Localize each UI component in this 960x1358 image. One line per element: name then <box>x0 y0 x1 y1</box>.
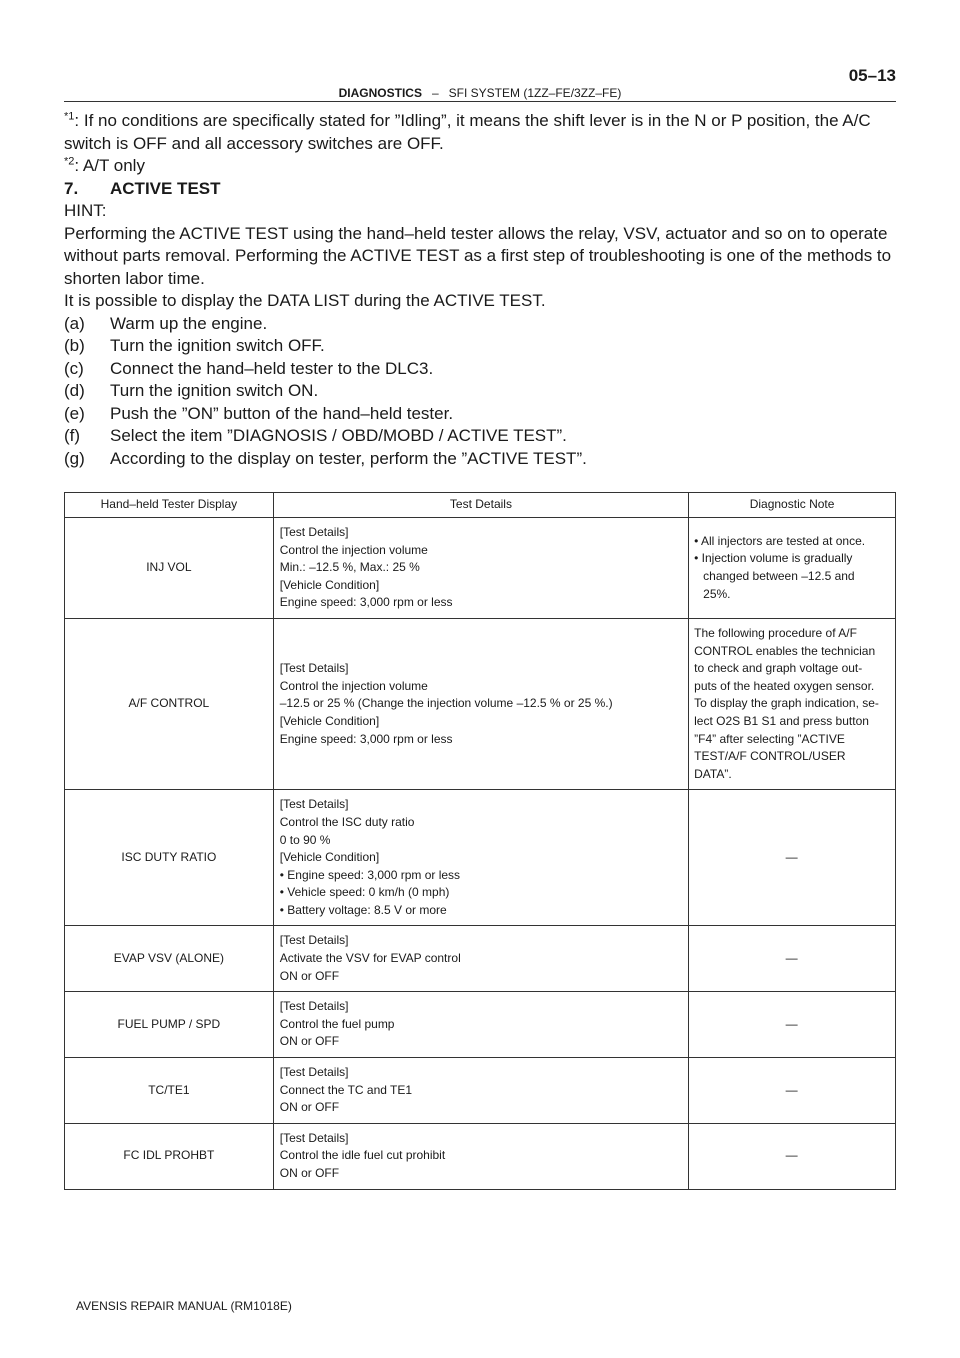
details-cell <box>273 618 688 789</box>
section-heading <box>64 178 896 201</box>
detail-line: [Vehicle Condition] <box>279 577 380 592</box>
header-system: SFI SYSTEM (1ZZ–FE/3ZZ–FE) <box>448 86 622 100</box>
procedure-step <box>64 425 896 448</box>
note-line: puts of the heated oxygen sensor. <box>694 678 875 693</box>
step-text: Warm up the engine. <box>110 313 268 333</box>
hint-label: HINT: <box>64 201 107 220</box>
display-cell: ISC DUTY RATIO <box>65 790 274 926</box>
detail-line: Control the injection volume <box>279 542 428 557</box>
note-1-text: : If no conditions are specifically stated for ”Idling”, it means the shift lever is in the N or P position, the A/C switch is OFF and all accessory switches are OFF. <box>64 111 871 153</box>
display-cell: FUEL PUMP / SPD <box>65 992 274 1058</box>
section-title: ACTIVE TEST <box>110 178 221 198</box>
note-line: The following procedure of A/F <box>694 625 857 640</box>
note-1 <box>64 110 896 155</box>
display-cell: A/F CONTROL <box>65 618 274 789</box>
step-text: Select the item ”DIAGNOSIS / OBD/MOBD / ACTIVE TEST”. <box>110 426 567 445</box>
details-cell <box>273 518 688 619</box>
step-label: (g) <box>64 448 85 468</box>
table-row <box>65 618 896 789</box>
note-line: CONTROL enables the technician <box>694 643 876 658</box>
step-label: (a) <box>64 313 85 333</box>
detail-line: Engine speed: 3,000 rpm or less <box>279 595 453 610</box>
note-dash: — <box>689 926 896 992</box>
note-line: lect O2S B1 S1 and press button <box>694 713 869 728</box>
step-text: According to the display on tester, perform the ”ACTIVE TEST”. <box>110 448 587 468</box>
detail-line: [Test Details] <box>279 1065 349 1080</box>
step-text: Turn the ignition switch ON. <box>110 381 319 400</box>
header-section: DIAGNOSTICS <box>338 86 422 100</box>
procedure-steps <box>64 313 896 471</box>
details-cell <box>273 992 688 1058</box>
step-text: Turn the ignition switch OFF. <box>110 336 325 355</box>
note-1-mark: *1 <box>64 110 75 123</box>
detail-line: Control the ISC duty ratio <box>279 814 415 829</box>
detail-line: ON or OFF <box>279 1034 340 1049</box>
detail-line: Control the injection volume <box>279 678 428 693</box>
detail-line: ON or OFF <box>279 968 340 983</box>
detail-line: [Test Details] <box>279 1130 349 1145</box>
note-cell <box>689 618 896 789</box>
step-text: Connect the hand–held tester to the DLC3. <box>110 358 434 378</box>
table-body <box>65 518 896 1190</box>
procedure-step <box>64 403 896 426</box>
detail-line: Activate the VSV for EVAP control <box>279 951 461 966</box>
details-cell <box>273 790 688 926</box>
table-row <box>65 790 896 926</box>
running-header <box>64 86 896 100</box>
active-test-table <box>64 492 896 1190</box>
note-2-text: : A/T only <box>74 156 145 175</box>
procedure-step <box>64 358 896 381</box>
detail-line: –12.5 or 25 % (Change the injection volume –12.5 % or 25 %.) <box>279 696 613 711</box>
procedure-step <box>64 335 896 358</box>
table-row <box>65 992 896 1058</box>
note-dash: — <box>689 1123 896 1189</box>
table-row <box>65 926 896 992</box>
note-line: TEST/A/F CONTROL/USER <box>694 749 846 764</box>
col-header-display: Hand–held Tester Display <box>65 493 274 518</box>
detail-line: • Engine speed: 3,000 rpm or less <box>279 867 461 882</box>
col-header-details: Test Details <box>273 493 688 518</box>
detail-line: 0 to 90 % <box>279 832 331 847</box>
display-cell: INJ VOL <box>65 518 274 619</box>
note-2 <box>64 155 896 178</box>
note-line: to check and graph voltage out- <box>694 661 863 676</box>
details-cell <box>273 1058 688 1124</box>
page-header <box>64 60 896 102</box>
note-line: DATA”. <box>694 766 732 781</box>
note-dash: — <box>689 1058 896 1124</box>
procedure-step <box>64 448 896 471</box>
section-number: 7. <box>64 178 79 198</box>
note-line: ”F4” after selecting ”ACTIVE <box>694 731 845 746</box>
detail-line: Engine speed: 3,000 rpm or less <box>279 731 453 746</box>
detail-line: [Test Details] <box>279 525 349 539</box>
procedure-step <box>64 313 896 336</box>
note-dash: — <box>689 992 896 1058</box>
step-label: (f) <box>64 426 81 445</box>
detail-line: [Test Details] <box>279 661 349 676</box>
col-header-note: Diagnostic Note <box>689 493 896 518</box>
detail-line: [Test Details] <box>279 933 349 948</box>
note-dash: — <box>689 790 896 926</box>
detail-line: [Test Details] <box>279 999 349 1014</box>
body-text <box>64 110 896 470</box>
note-line: To display the graph indication, se- <box>694 696 879 711</box>
details-cell <box>273 926 688 992</box>
detail-line: Connect the TC and TE1 <box>279 1082 413 1097</box>
step-label: (b) <box>64 336 85 355</box>
page-footer: AVENSIS REPAIR MANUAL (RM1018E) <box>76 1299 292 1313</box>
detail-line: [Vehicle Condition] <box>279 713 380 728</box>
step-text: Push the ”ON” button of the hand–held tester. <box>110 403 454 423</box>
page-number: 05–13 <box>848 66 896 85</box>
display-cell: FC IDL PROHBT <box>65 1123 274 1189</box>
step-label: (e) <box>64 403 85 423</box>
detail-line: ON or OFF <box>279 1166 340 1180</box>
detail-line: [Test Details] <box>279 797 349 812</box>
step-label: (d) <box>64 381 85 400</box>
details-cell <box>273 1123 688 1189</box>
detail-line: Control the idle fuel cut prohibit <box>279 1148 446 1163</box>
note-line: 25%. <box>703 586 731 601</box>
detail-line: • Vehicle speed: 0 km/h (0 mph) <box>279 885 450 900</box>
header-separator: – <box>431 86 439 100</box>
table-row <box>65 518 896 619</box>
detail-line: • Battery voltage: 8.5 V or more <box>279 902 447 917</box>
display-cell: EVAP VSV (ALONE) <box>65 926 274 992</box>
procedure-step <box>64 380 896 403</box>
note-line: • Injection volume is gradually <box>694 551 853 566</box>
hint-paragraph: Performing the ACTIVE TEST using the hand–held tester allows the relay, VSV, actuator and so on to operate without parts removal. Performing the ACTIVE TEST as a first step of troubleshooting is one of the methods to shorten labor time. <box>64 223 892 288</box>
detail-line: [Vehicle Condition] <box>279 850 380 865</box>
header-rule <box>64 101 896 102</box>
step-label: (c) <box>64 358 84 378</box>
display-cell: TC/TE1 <box>65 1058 274 1124</box>
table-row <box>65 1123 896 1189</box>
note-line: changed between –12.5 and <box>703 568 855 583</box>
data-list-paragraph: It is possible to display the DATA LIST during the ACTIVE TEST. <box>64 291 546 310</box>
note-2-mark: *2 <box>64 155 75 168</box>
note-cell <box>689 518 896 619</box>
table-row <box>65 1058 896 1124</box>
table-header-row <box>65 493 896 518</box>
detail-line: Control the fuel pump <box>279 1016 395 1031</box>
detail-line: ON or OFF <box>279 1100 340 1115</box>
detail-line: Min.: –12.5 %, Max.: 25 % <box>279 560 420 575</box>
note-line: • All injectors are tested at once. <box>694 533 866 548</box>
